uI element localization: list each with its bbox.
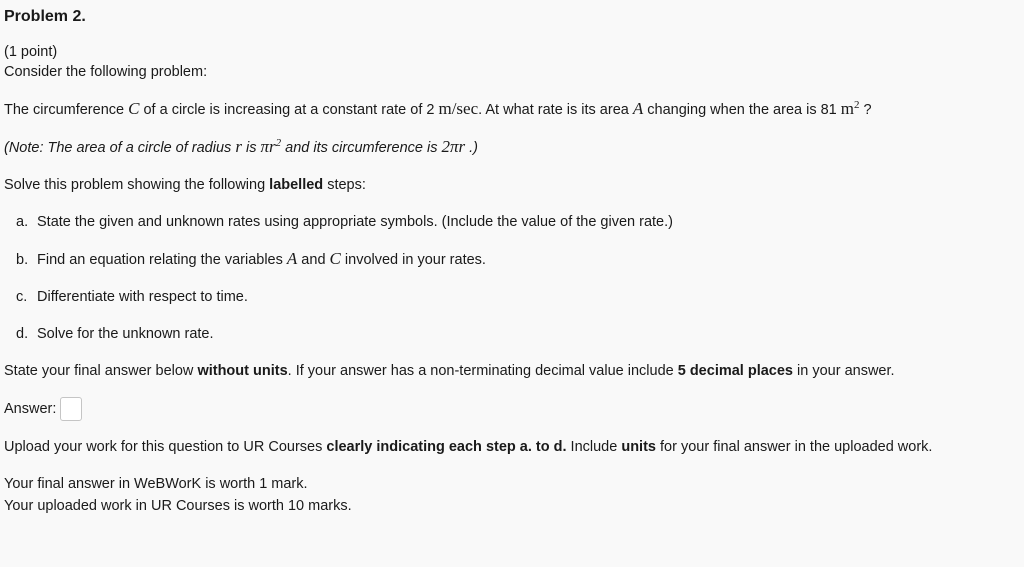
answer-input[interactable] xyxy=(60,397,82,421)
note-text: (Note: The area of a circle of radius r is $\pi r^2$ and its circumference is 2πr .) xyxy=(4,137,479,156)
step-c: c. Differentiate with respect to time. xyxy=(16,289,248,305)
rate-unit: m/sec xyxy=(438,99,479,118)
answer-row xyxy=(4,395,1024,423)
area-formula: $\pi r^2$ xyxy=(260,137,282,156)
final-answer-instruction: State your final answer below without units. If your answer has a non-terminating decimal value include 5 decimal places in your answer. xyxy=(4,363,895,379)
variable-c: C xyxy=(128,99,140,118)
area-unit: $m^2$ xyxy=(840,99,860,118)
step-b: b. Find an equation relating the variables A and C involved in your rates. xyxy=(16,249,486,268)
points-label: (1 point) xyxy=(4,44,58,60)
problem-statement: The circumference C of a circle is increasing at a constant rate of 2 m/sec. At what rate is its area A changing when the area is 81 $m^2$ ? xyxy=(4,99,872,118)
steps-intro: Solve this problem showing the following labelled steps: xyxy=(4,177,366,193)
urcourses-worth: Your uploaded work in UR Courses is worth 10 marks. xyxy=(4,498,352,514)
steps-list xyxy=(4,212,1024,344)
webwork-worth: Your final answer in WeBWorK is worth 1 mark. xyxy=(4,476,308,492)
variable-a: A xyxy=(632,99,644,118)
step-d: d. Solve for the unknown rate. xyxy=(16,326,214,342)
intro-text: Consider the following problem: xyxy=(4,64,208,80)
circumference-formula: 2πr xyxy=(441,137,466,156)
answer-label: Answer: xyxy=(4,401,57,417)
upload-instruction: Upload your work for this question to UR Courses clearly indicating each step a. to d. Include units for your final answer in the uploaded work. xyxy=(4,439,933,455)
problem-title: Problem 2. xyxy=(4,8,86,25)
step-a: a. State the given and unknown rates using appropriate symbols. (Include the value of the given rate.) xyxy=(16,214,673,230)
